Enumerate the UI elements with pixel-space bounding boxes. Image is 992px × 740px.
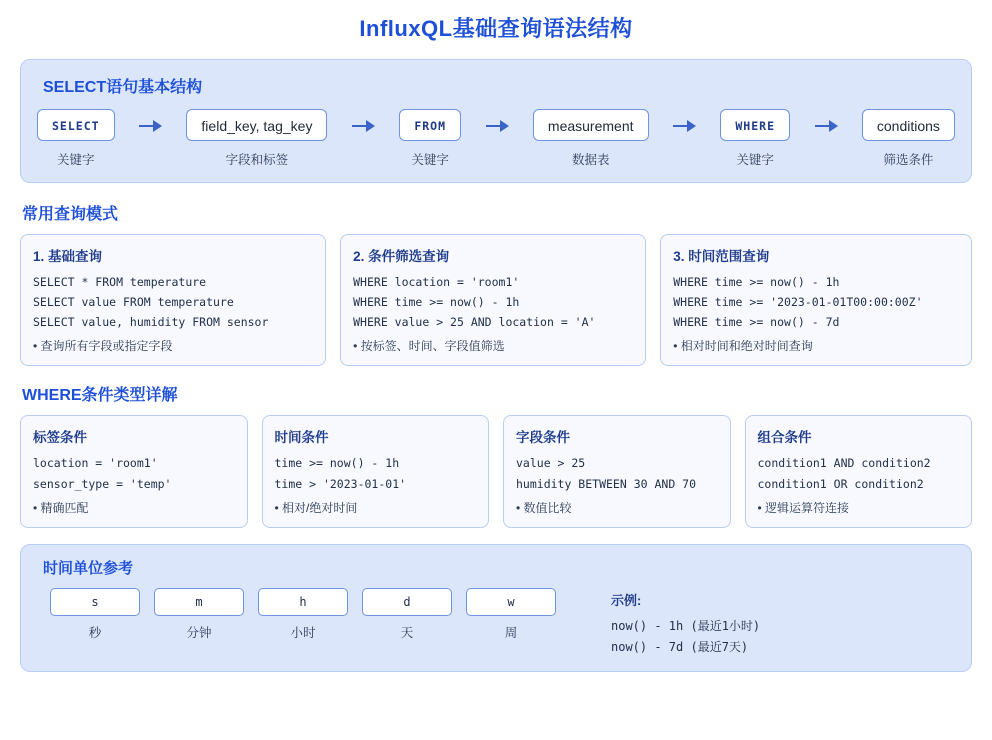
- code-line: WHERE time >= now() - 7d: [673, 315, 840, 330]
- flow-caption-conditions: 筛选条件: [883, 153, 934, 167]
- code-line: WHERE value > 25 AND location = 'A': [353, 315, 596, 330]
- arrow-right-icon-5: [813, 110, 839, 142]
- flow-item-conditions: [862, 109, 955, 168]
- code-line: time > '2023-01-01': [274, 476, 407, 491]
- flow-item-measurement: [533, 109, 649, 168]
- time-unit-day: [363, 588, 451, 641]
- example-line: now() - 1h (最近1小时): [611, 618, 761, 633]
- time-unit-second: [51, 588, 139, 641]
- unit-symbol: w: [466, 588, 556, 616]
- flow-item-select: [37, 109, 115, 168]
- card-title: 组合条件: [757, 430, 812, 446]
- card-note: • 数值比较: [516, 500, 572, 515]
- unit-caption: 分钟: [186, 625, 212, 640]
- examples-title: 示例:: [611, 592, 642, 608]
- unit-caption: 小时: [290, 625, 316, 640]
- card-title: 字段条件: [516, 430, 570, 446]
- card-note: • 查询所有字段或指定字段: [33, 339, 173, 354]
- flow-caption-where: 关键字: [736, 153, 774, 167]
- flow-box-from: FROM: [399, 109, 461, 141]
- code-line: value > 25: [516, 456, 586, 471]
- time-unit-minute: [155, 588, 243, 641]
- card-note: • 相对时间和绝对时间查询: [673, 339, 813, 354]
- code-line: SELECT value FROM temperature: [33, 295, 234, 310]
- flow-box-select: SELECT: [37, 109, 115, 141]
- card-title: 1. 基础查询: [33, 249, 103, 264]
- time-units-panel: [20, 544, 972, 672]
- flow-item-where: [720, 109, 790, 168]
- flow-caption-measurement: 数据表: [571, 153, 610, 167]
- arrow-right-icon-4: [671, 110, 697, 142]
- flow-box-where: WHERE: [720, 109, 790, 141]
- time-panel-title: 时间单位参考: [43, 559, 134, 577]
- flow-box-conditions: conditions: [862, 109, 955, 141]
- card-title: 标签条件: [33, 430, 87, 446]
- code-line: SELECT * FROM temperature: [33, 275, 207, 289]
- card-time-range-query: [660, 234, 972, 366]
- flow-item-from: [399, 109, 461, 168]
- page-title: InfluxQL基础查询语法结构: [359, 16, 633, 41]
- card-time-condition: [262, 415, 490, 527]
- where-cards-row: [20, 415, 972, 527]
- card-title: 2. 条件筛选查询: [353, 249, 450, 264]
- card-note: • 逻辑运算符连接: [757, 500, 850, 515]
- card-note: • 按标签、时间、字段值筛选: [353, 339, 505, 354]
- code-line: WHERE time >= now() - 1h: [353, 295, 520, 310]
- code-line: sensor_type = 'temp': [33, 476, 172, 491]
- time-units-row: [37, 588, 555, 641]
- flow-caption-from: 关键字: [411, 153, 449, 167]
- card-title: 时间条件: [274, 430, 329, 446]
- card-note: • 相对/绝对时间: [274, 500, 358, 515]
- example-line: now() - 7d (最近7天): [611, 640, 749, 655]
- card-tag-condition: [20, 415, 248, 527]
- time-unit-hour: [259, 588, 347, 641]
- card-combined-condition: [745, 415, 973, 527]
- code-line: WHERE location = 'room1': [353, 275, 520, 289]
- card-note: • 精确匹配: [33, 500, 89, 515]
- time-panel-body: [37, 588, 955, 659]
- code-line: condition1 OR condition2: [757, 476, 924, 491]
- where-section-title: WHERE条件类型详解: [22, 387, 178, 405]
- code-line: SELECT value, humidity FROM sensor: [33, 315, 269, 330]
- patterns-cards-row: [20, 234, 972, 366]
- flow-box-measurement: measurement: [533, 109, 649, 141]
- select-structure-panel: [20, 59, 972, 183]
- code-line: WHERE time >= '2023-01-01T00:00:00Z': [673, 295, 923, 310]
- unit-caption: 秒: [88, 625, 102, 640]
- card-basic-query: [20, 234, 326, 366]
- unit-caption: 天: [400, 625, 414, 640]
- code-line: humidity BETWEEN 30 AND 70: [516, 476, 697, 491]
- card-condition-query: [340, 234, 646, 366]
- unit-symbol: s: [50, 588, 140, 616]
- flow-caption-fields: 字段和标签: [225, 153, 289, 167]
- unit-symbol: d: [362, 588, 452, 616]
- flow-item-fields: [186, 109, 327, 168]
- time-unit-week: [467, 588, 555, 641]
- flow-box-fields: field_key, tag_key: [186, 109, 327, 141]
- code-line: condition1 AND condition2: [757, 456, 931, 471]
- arrow-right-icon-2: [350, 110, 376, 142]
- arrow-right-icon-1: [137, 110, 163, 142]
- patterns-section-title: 常用查询模式: [22, 206, 119, 223]
- card-title: 3. 时间范围查询: [673, 249, 770, 264]
- infographic-page: [0, 12, 992, 740]
- unit-symbol: h: [258, 588, 348, 616]
- code-line: location = 'room1': [33, 456, 158, 471]
- code-line: WHERE time >= now() - 1h: [673, 275, 840, 289]
- examples-block: [611, 588, 760, 659]
- select-panel-title: SELECT语句基本结构: [43, 79, 203, 96]
- code-line: time >= now() - 1h: [274, 456, 400, 471]
- unit-symbol: m: [154, 588, 244, 616]
- arrow-right-icon-3: [484, 110, 510, 142]
- card-field-condition: [503, 415, 731, 527]
- select-flow-row: [37, 109, 955, 168]
- flow-caption-select: 关键字: [57, 153, 95, 167]
- unit-caption: 周: [504, 625, 518, 640]
